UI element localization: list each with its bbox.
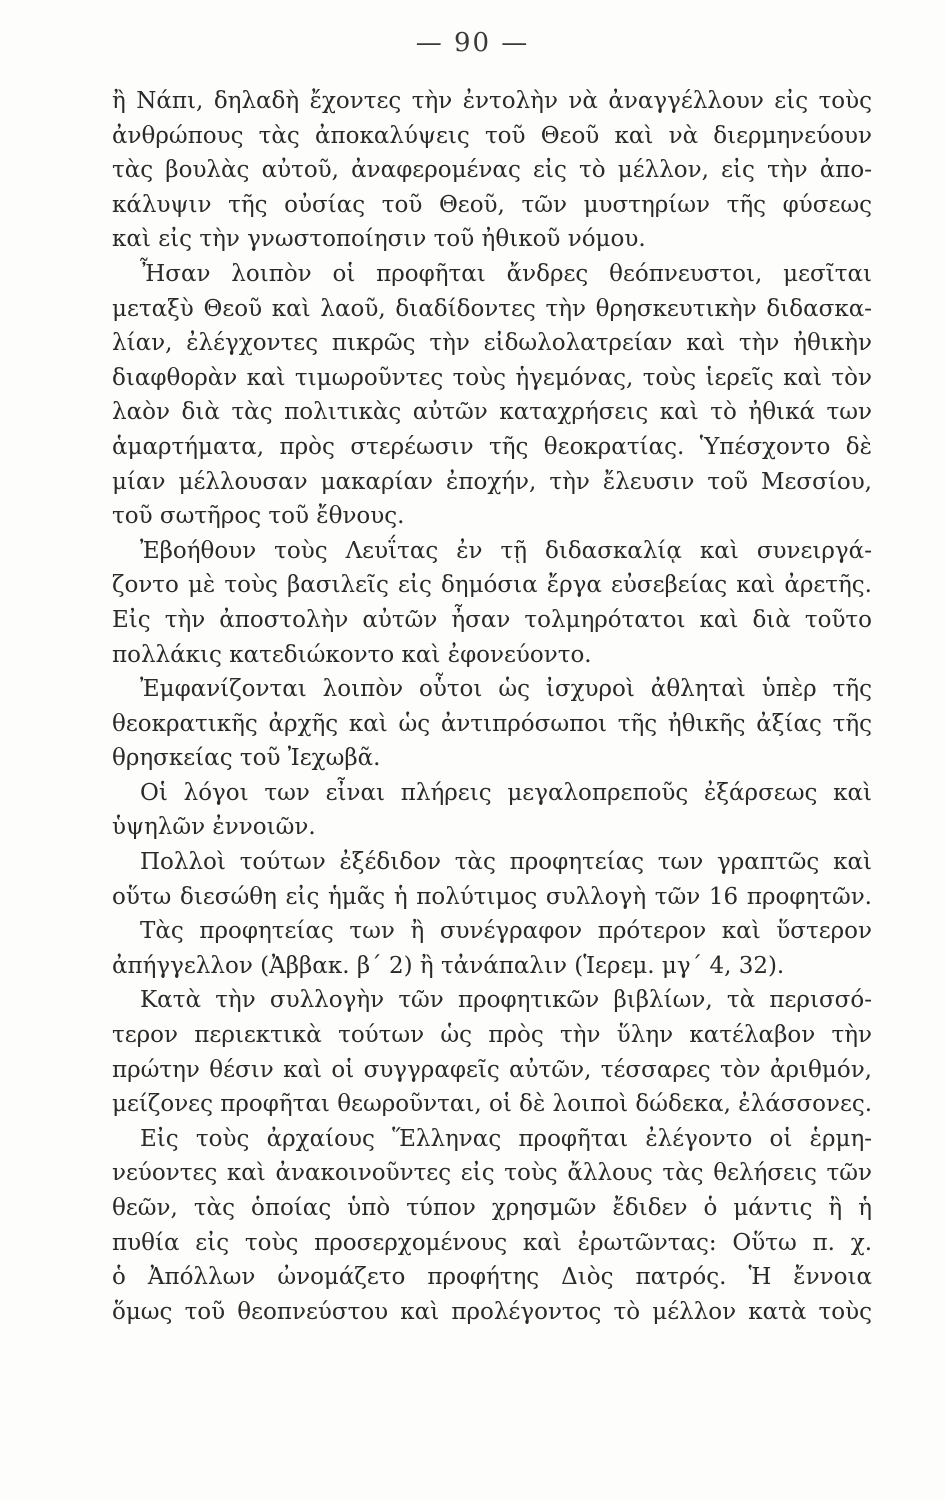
- text-line: Οἱ λόγοι των εἶναι πλήρεις μεγαλοπρεποῦς ἐξάρσεως καὶ: [140, 779, 872, 806]
- text-line: πρώτην θέσιν καὶ οἱ συγγραφεῖς αὐτῶν, τέσσαρες τὸν ἀριθμόν,: [112, 1056, 872, 1083]
- text-line: τερον περιεκτικὰ τούτων ὡς πρὸς τὴν ὕλην κατέλαβον τὴν: [112, 1022, 872, 1049]
- text-line: Ἐμφανίζονται λοιπὸν οὗτοι ὡς ἰσχυροὶ ἀθληταὶ ὑπὲρ τῆς: [140, 676, 872, 703]
- text-line: μείζονες προφῆται θεωροῦνται, οἱ δὲ λοιποὶ δώδεκα, ἐλάσσονες.: [112, 1091, 872, 1118]
- page-number: — 90 —: [415, 28, 530, 58]
- text-line: Εἰς τοὺς ἀρχαίους Ἕλληνας προφῆται ἐλέγοντο οἱ ἑρμη-: [140, 1125, 872, 1152]
- text-line: ἢ Νάπι, δηλαδὴ ἔχοντες τὴν ἐντολὴν νὰ ἀναγγέλλουν εἰς τοὺς: [112, 88, 872, 114]
- text-line: θεοκρατικῆς ἀρχῆς καὶ ὡς ἀντιπρόσωποι τῆς ἠθικῆς ἀξίας τῆς: [112, 710, 872, 737]
- text-line: Κατὰ τὴν συλλογὴν τῶν προφητικῶν βιβλίων, τὰ περισσό-: [140, 987, 872, 1014]
- text-line: ὅμως τοῦ θεοπνεύστου καὶ προλέγοντος τὸ μέλλον κατὰ τοὺς: [112, 1298, 872, 1325]
- text-line: κάλυψιν τῆς οὐσίας τοῦ Θεοῦ, τῶν μυστηρίων τῆς φύσεως: [112, 191, 872, 218]
- text-line: λαὸν διὰ τὰς πολιτικὰς αὐτῶν καταχρήσεις καὶ τὸ ἠθικά των: [112, 399, 872, 426]
- text-line: ὑψηλῶν ἐννοιῶν.: [112, 814, 316, 841]
- text-line: θρησκείας τοῦ Ἰεχωβᾶ.: [112, 745, 381, 772]
- text-line: ἀνθρώπους τὰς ἀποκαλύψεις τοῦ Θεοῦ καὶ νὰ διερμηνεύουν: [112, 122, 872, 149]
- text-line: θεῶν, τὰς ὁποίας ὑπὸ τύπον χρησμῶν ἔδιδεν ὁ μάντις ἢ ἡ: [112, 1195, 872, 1221]
- text-line: λίαν, ἐλέγχοντες πικρῶς τὴν εἰδωλολατρείαν καὶ τὴν ἠθικὴν: [112, 330, 872, 357]
- text-line: διαφθορὰν καὶ τιμωροῦντες τοὺς ἡγεμόνας, τοὺς ἱερεῖς καὶ τὸν: [112, 364, 872, 391]
- text-line: πολλάκις κατεδιώκοντο καὶ ἐφονεύοντο.: [112, 641, 592, 668]
- text-line: Τὰς προφητείας των ἢ συνέγραφον πρότερον καὶ ὕστερον: [140, 918, 872, 945]
- text-line: ὁ Ἀπόλλων ὠνομάζετο προφήτης Διὸς πατρός. Ἡ ἔννοια: [112, 1264, 872, 1291]
- text-line: ζοντο μὲ τοὺς βασιλεῖς εἰς δημόσια ἔργα εὐσεβείας καὶ ἀρετῆς.: [112, 572, 872, 599]
- text-line: οὕτω διεσώθη εἰς ἡμᾶς ἡ πολύτιμος συλλογὴ τῶν 16 προφητῶν.: [112, 883, 872, 910]
- text-line: πυθία εἰς τοὺς προσερχομένους καὶ ἐρωτῶντας: Οὕτω π. χ.: [112, 1229, 872, 1256]
- text-line: μίαν μέλλουσαν μακαρίαν ἐποχήν, τὴν ἔλευσιν τοῦ Μεσσίου,: [112, 468, 872, 495]
- text-line: καὶ εἰς τὴν γνωστοποίησιν τοῦ ἠθικοῦ νόμου.: [112, 226, 646, 253]
- text-line: μεταξὺ Θεοῦ καὶ λαοῦ, διαδίδοντες τὴν θρησκευτικὴν διδασκα-: [112, 295, 872, 322]
- body-text: [112, 84, 872, 1329]
- text-line: ἁμαρτήματα, πρὸς στερέωσιν τῆς θεοκρατίας. Ὑπέσχοντο δὲ: [112, 433, 872, 460]
- text-line: Ἐβοήθουν τοὺς Λευΐτας ἐν τῇ διδασκαλίᾳ καὶ συνειργά-: [140, 537, 872, 564]
- text-line: τοῦ σωτῆρος τοῦ ἔθνους.: [112, 503, 405, 530]
- text-line: Πολλοὶ τούτων ἐξέδιδον τὰς προφητείας των γραπτῶς καὶ: [140, 849, 872, 876]
- text-line: ἀπήγγελλον (Ἀββακ. β´ 2) ἢ τἀνάπαλιν (Ἱερεμ. μγ´ 4, 32).: [112, 952, 785, 979]
- text-line: νεύοντες καὶ ἀνακοινοῦντες εἰς τοὺς ἄλλους τὰς θελήσεις τῶν: [112, 1160, 872, 1187]
- text-line: Εἰς τὴν ἀποστολὴν αὐτῶν ἦσαν τολμηρότατοι καὶ διὰ τοῦτο: [112, 606, 872, 633]
- text-line: τὰς βουλὰς αὐτοῦ, ἀναφερομένας εἰς τὸ μέλλον, εἰς τὴν ἀπο-: [112, 157, 872, 184]
- text-line: Ἦσαν λοιπὸν οἱ προφῆται ἄνδρες θεόπνευστοι, μεσῖται: [140, 260, 872, 287]
